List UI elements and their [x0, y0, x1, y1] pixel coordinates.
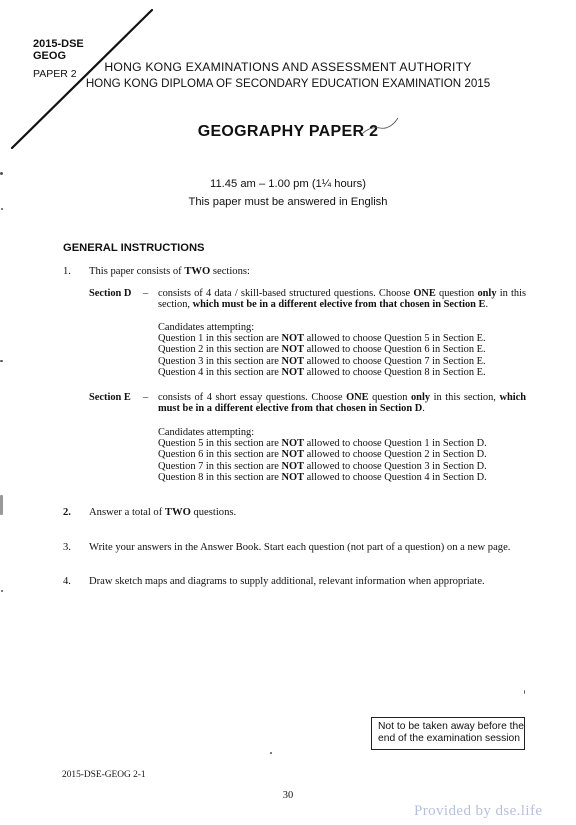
- handwritten-tick-mark: [360, 116, 400, 138]
- rule-text: Question 1 in this section are: [158, 333, 282, 345]
- authority-name: HONG KONG EXAMINATIONS AND ASSESSMENT AUTHORITY: [104, 60, 472, 74]
- notice-line-2: end of the examination session: [378, 733, 520, 744]
- rule-text: Question 3 in this section are: [158, 355, 282, 367]
- section-d-description: [158, 288, 526, 311]
- instruction-1-text: [89, 266, 250, 278]
- footer-paper-code: 2015-DSE-GEOG 2-1: [62, 770, 146, 780]
- section-d-desc-bold: ONE: [413, 288, 436, 299]
- exam-code: 2015-DSE: [33, 38, 84, 50]
- section-e-desc-part: .: [422, 403, 425, 415]
- section-d-dash: –: [143, 288, 149, 299]
- rule-text: allowed to choose Question 3 in Section D.: [304, 460, 487, 472]
- page-number: 30: [282, 790, 294, 801]
- exam-name: HONG KONG DIPLOMA OF SECONDARY EDUCATION EXAMINATION 2015: [85, 77, 491, 90]
- instruction-4-text: Draw sketch maps and diagrams to supply additional, relevant information when appropriate.: [89, 576, 485, 587]
- section-e-desc-part: in this section,: [430, 392, 500, 403]
- section-e-candidates-heading: Candidates attempting:: [158, 427, 255, 438]
- section-d-rule: [158, 356, 486, 367]
- section-e-rule: [158, 461, 487, 472]
- rule-bold: NOT: [281, 333, 305, 345]
- section-d-desc-bold: which must be in a different elective from that chosen in Section E: [192, 299, 486, 311]
- section-e-dash: –: [143, 392, 149, 403]
- section-e-label: Section E: [89, 392, 131, 403]
- section-d-rule: [158, 333, 486, 344]
- rule-text: Question 4 in this section are: [158, 366, 282, 378]
- section-d-rule: [158, 367, 486, 378]
- general-instructions-heading: GENERAL INSTRUCTIONS: [63, 242, 205, 254]
- section-d-desc-bold: only: [477, 288, 497, 299]
- instruction-2-text-bold: TWO: [164, 507, 191, 518]
- section-e-desc-part: question: [368, 392, 411, 403]
- section-d-candidates-heading: Candidates attempting:: [158, 322, 255, 333]
- scan-edge-marks: [0, 160, 4, 720]
- rule-text: Question 2 in this section are: [158, 344, 282, 356]
- paper-title: GEOGRAPHY PAPER 2: [197, 123, 379, 140]
- rule-text: Question 6 in this section are: [158, 449, 282, 461]
- rule-text: allowed to choose Question 8 in Section E.: [304, 366, 486, 378]
- section-e-desc-bold: which must be in a different elective from that chosen in Section D: [158, 392, 527, 415]
- instruction-1-text-bold: TWO: [184, 266, 211, 277]
- section-d-candidates: [158, 322, 486, 378]
- section-d-rule: [158, 344, 486, 355]
- rule-bold: NOT: [281, 471, 305, 483]
- instruction-2-number: 2.: [63, 507, 71, 518]
- scan-speck: [270, 752, 272, 754]
- instruction-3-number: 3.: [63, 542, 71, 553]
- paper-label: PAPER 2: [33, 68, 77, 80]
- instruction-4-number: 4.: [63, 576, 71, 587]
- section-e-desc-bold: ONE: [346, 392, 369, 403]
- rule-text: allowed to choose Question 5 in Section E.: [304, 333, 486, 345]
- section-d-desc-part: consists of 4 data / skill-based structured questions. Choose: [158, 288, 414, 299]
- section-d-desc-part: question: [435, 288, 478, 299]
- instruction-2-text-pre: Answer a total of: [89, 507, 165, 518]
- notice-line-1: Not to be taken away before the: [378, 721, 524, 732]
- rule-text: allowed to choose Question 4 in Section D.: [304, 471, 487, 483]
- rule-text: Question 5 in this section are: [158, 438, 282, 450]
- rule-text: allowed to choose Question 6 in Section E.: [304, 344, 486, 356]
- rule-text: allowed to choose Question 7 in Section E.: [304, 355, 486, 367]
- rule-text: Question 7 in this section are: [158, 460, 282, 472]
- section-d-desc-part: in this section,: [158, 288, 527, 311]
- language-note: This paper must be answered in English: [188, 196, 388, 208]
- rule-text: allowed to choose Question 1 in Section D.: [304, 438, 487, 450]
- instruction-1-text-pre: This paper consists of: [89, 266, 185, 277]
- section-e-desc-part: consists of 4 short essay questions. Choose: [158, 392, 347, 403]
- rule-bold: NOT: [281, 460, 305, 472]
- section-d-label: Section D: [89, 288, 132, 299]
- rule-bold: NOT: [281, 438, 305, 450]
- instruction-2-text: [89, 507, 236, 519]
- notice-box: [371, 717, 525, 750]
- instruction-1-text-post: sections:: [210, 266, 250, 277]
- rule-bold: NOT: [281, 449, 305, 461]
- instruction-2-text-post: questions.: [190, 507, 237, 518]
- instruction-1-number: 1.: [63, 266, 71, 277]
- rule-bold: NOT: [281, 344, 305, 356]
- instruction-3-text: Write your answers in the Answer Book. Start each question (not part of a question) on a new page.: [89, 542, 511, 553]
- rule-text: allowed to choose Question 2 in Section D.: [304, 449, 487, 461]
- section-e-description: [158, 392, 526, 415]
- watermark-text: Provided by dse.life: [414, 803, 543, 819]
- section-d-desc-part: .: [485, 299, 489, 311]
- section-e-desc-bold: only: [410, 392, 431, 403]
- rule-bold: NOT: [281, 355, 305, 367]
- rule-bold: NOT: [281, 366, 305, 378]
- section-e-rule: [158, 472, 487, 483]
- section-e-rule: [158, 438, 487, 449]
- exam-time: 11.45 am – 1.00 pm (1¼ hours): [210, 178, 366, 190]
- rule-text: Question 8 in this section are: [158, 471, 282, 483]
- section-e-rule: [158, 449, 487, 460]
- section-e-candidates: [158, 427, 487, 483]
- scan-speck: [524, 690, 525, 694]
- subject-code: GEOG: [33, 50, 67, 62]
